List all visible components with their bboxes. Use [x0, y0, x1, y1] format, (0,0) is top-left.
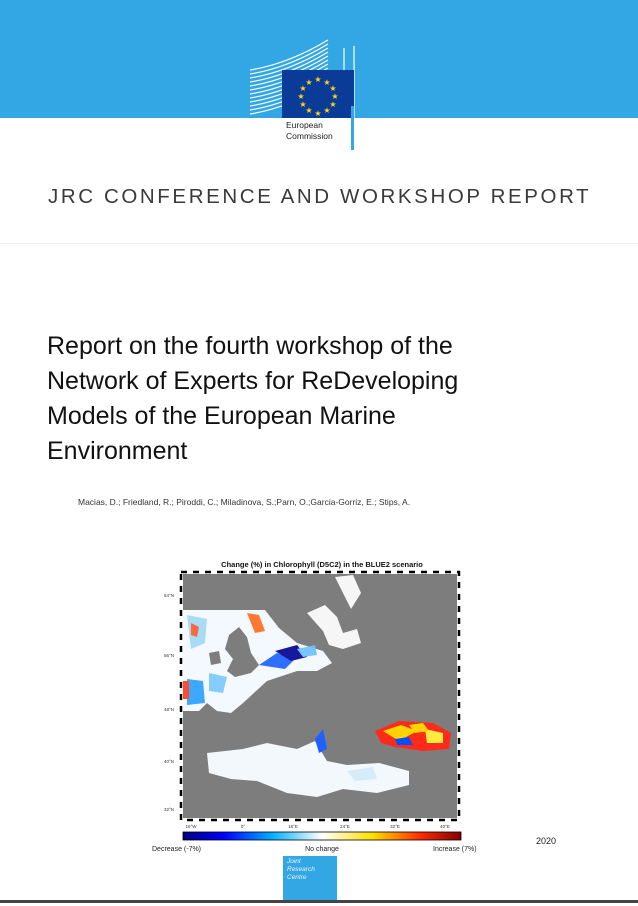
svg-text:★: ★ — [329, 100, 337, 109]
divider — [0, 243, 638, 244]
organisation-name: European Commission — [286, 120, 333, 141]
svg-text:32°E: 32°E — [390, 824, 400, 829]
logo-accent-bar — [351, 106, 354, 150]
svg-text:56°N: 56°N — [164, 653, 175, 658]
cover-figure-map — [147, 553, 493, 901]
svg-text:★: ★ — [323, 106, 331, 115]
svg-text:★: ★ — [331, 92, 339, 101]
svg-text:★: ★ — [329, 84, 337, 93]
svg-text:32°N: 32°N — [164, 807, 175, 812]
svg-text:★: ★ — [305, 106, 313, 115]
colorbar — [183, 832, 461, 840]
colorbar-right-label: Increase (7%) — [433, 846, 477, 853]
svg-text:16°W: 16°W — [185, 824, 197, 829]
figure-title: Change (%) in Chlorophyll (D5C2) in the BLUE2 scenario — [221, 560, 423, 569]
svg-text:★: ★ — [314, 109, 322, 118]
jrc-badge: Joint Research Centre — [283, 856, 337, 903]
svg-text:0°: 0° — [240, 824, 246, 829]
svg-text:★: ★ — [299, 84, 307, 93]
authors: Macias, D.; Friedland, R.; Piroddi, C.; Miladinova, S.;Parn, O.;Garcia-Gorriz, E.; Stips, A. — [78, 497, 411, 507]
svg-text:48°N: 48°N — [164, 707, 175, 712]
berlaymont-building-icon — [248, 38, 356, 120]
svg-text:★: ★ — [305, 78, 313, 87]
svg-text:★: ★ — [297, 92, 305, 101]
svg-text:★: ★ — [314, 75, 322, 84]
svg-text:16°E: 16°E — [288, 824, 298, 829]
document-title: Report on the fourth workshop of the Network of Experts for ReDeveloping Models of the European Marine Environment — [47, 332, 459, 465]
series-title: JRC CONFERENCE AND WORKSHOP REPORT — [48, 185, 592, 208]
svg-text:★: ★ — [299, 100, 307, 109]
svg-text:★: ★ — [323, 78, 331, 87]
colorbar-mid-label: No change — [305, 846, 339, 853]
publication-year: 2020 — [536, 836, 557, 846]
colorbar-left-label: Decrease (-7%) — [152, 846, 202, 853]
svg-text:40°E: 40°E — [440, 824, 450, 829]
svg-text:24°E: 24°E — [340, 824, 350, 829]
svg-text:64°N: 64°N — [164, 593, 175, 598]
svg-text:40°N: 40°N — [164, 759, 175, 764]
